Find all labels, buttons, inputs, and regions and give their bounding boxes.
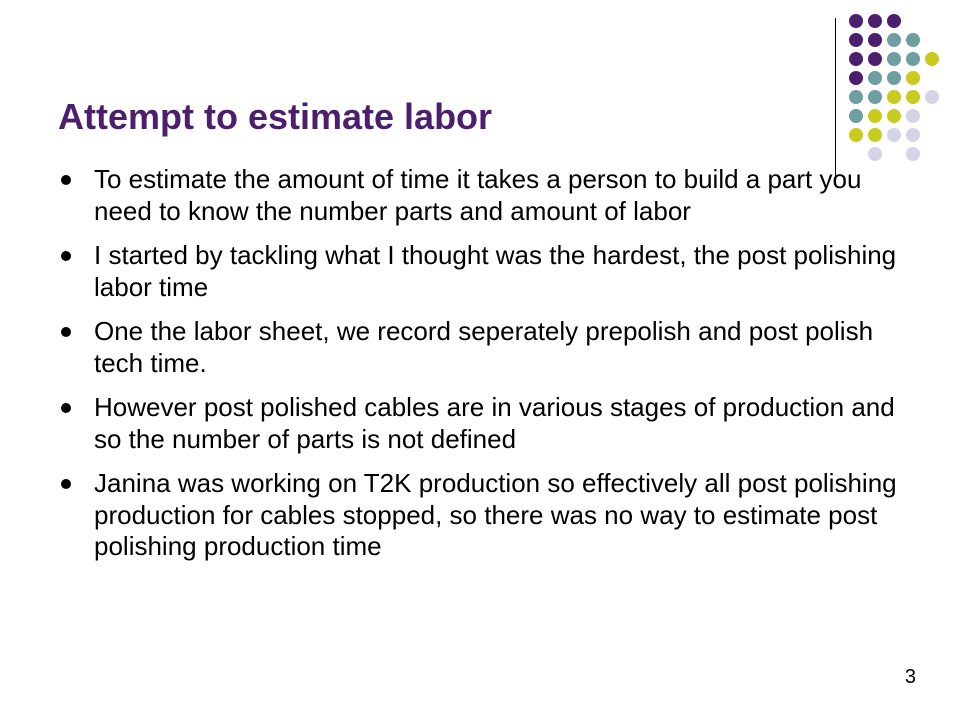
- decorative-dot: [887, 14, 901, 28]
- decorative-dot: [868, 109, 882, 123]
- bullet-list: [94, 164, 914, 576]
- decorative-dot: [868, 52, 882, 66]
- decorative-dot: [925, 52, 939, 66]
- decorative-dot: [868, 33, 882, 47]
- decorative-dot: [868, 14, 882, 28]
- bullet-item: One the labor sheet, we record seperately prepolish and post polish tech time.: [94, 316, 914, 379]
- decorative-dot: [906, 71, 920, 85]
- decorative-dot: [868, 71, 882, 85]
- decorative-dot: [887, 128, 901, 142]
- decorative-dot: [868, 147, 882, 161]
- decorative-dot: [849, 90, 863, 104]
- vertical-divider: [835, 18, 836, 176]
- decorative-dot: [906, 128, 920, 142]
- decorative-dot: [906, 33, 920, 47]
- decorative-dot: [849, 109, 863, 123]
- decorative-dot: [868, 90, 882, 104]
- decorative-dot: [906, 109, 920, 123]
- decorative-dot: [849, 14, 863, 28]
- bullet-item: I started by tackling what I thought was the hardest, the post polishing labor time: [94, 240, 914, 303]
- decorative-dot: [849, 71, 863, 85]
- bullet-item: However post polished cables are in various stages of production and so the number of parts is not defined: [94, 392, 914, 455]
- decorative-dot: [887, 71, 901, 85]
- decorative-dot: [906, 147, 920, 161]
- bullet-item: To estimate the amount of time it takes a person to build a part you need to know the number parts and amount of labor: [94, 164, 914, 227]
- decorative-dot: [849, 128, 863, 142]
- decorative-dot: [906, 52, 920, 66]
- decorative-dot: [925, 90, 939, 104]
- decorative-dot: [887, 90, 901, 104]
- decorative-dot: [849, 52, 863, 66]
- decorative-dot: [887, 33, 901, 47]
- page-number: 3: [904, 666, 916, 688]
- decorative-dot: [868, 128, 882, 142]
- decorative-dot: [887, 52, 901, 66]
- decorative-dot: [887, 109, 901, 123]
- bullet-item: Janina was working on T2K production so effectively all post polishing production for cables stopped, so there was no way to estimate post polishing production time: [94, 468, 914, 563]
- slide-title: Attempt to estimate labor: [58, 96, 493, 137]
- decorative-dot: [906, 90, 920, 104]
- decorative-dot: [849, 33, 863, 47]
